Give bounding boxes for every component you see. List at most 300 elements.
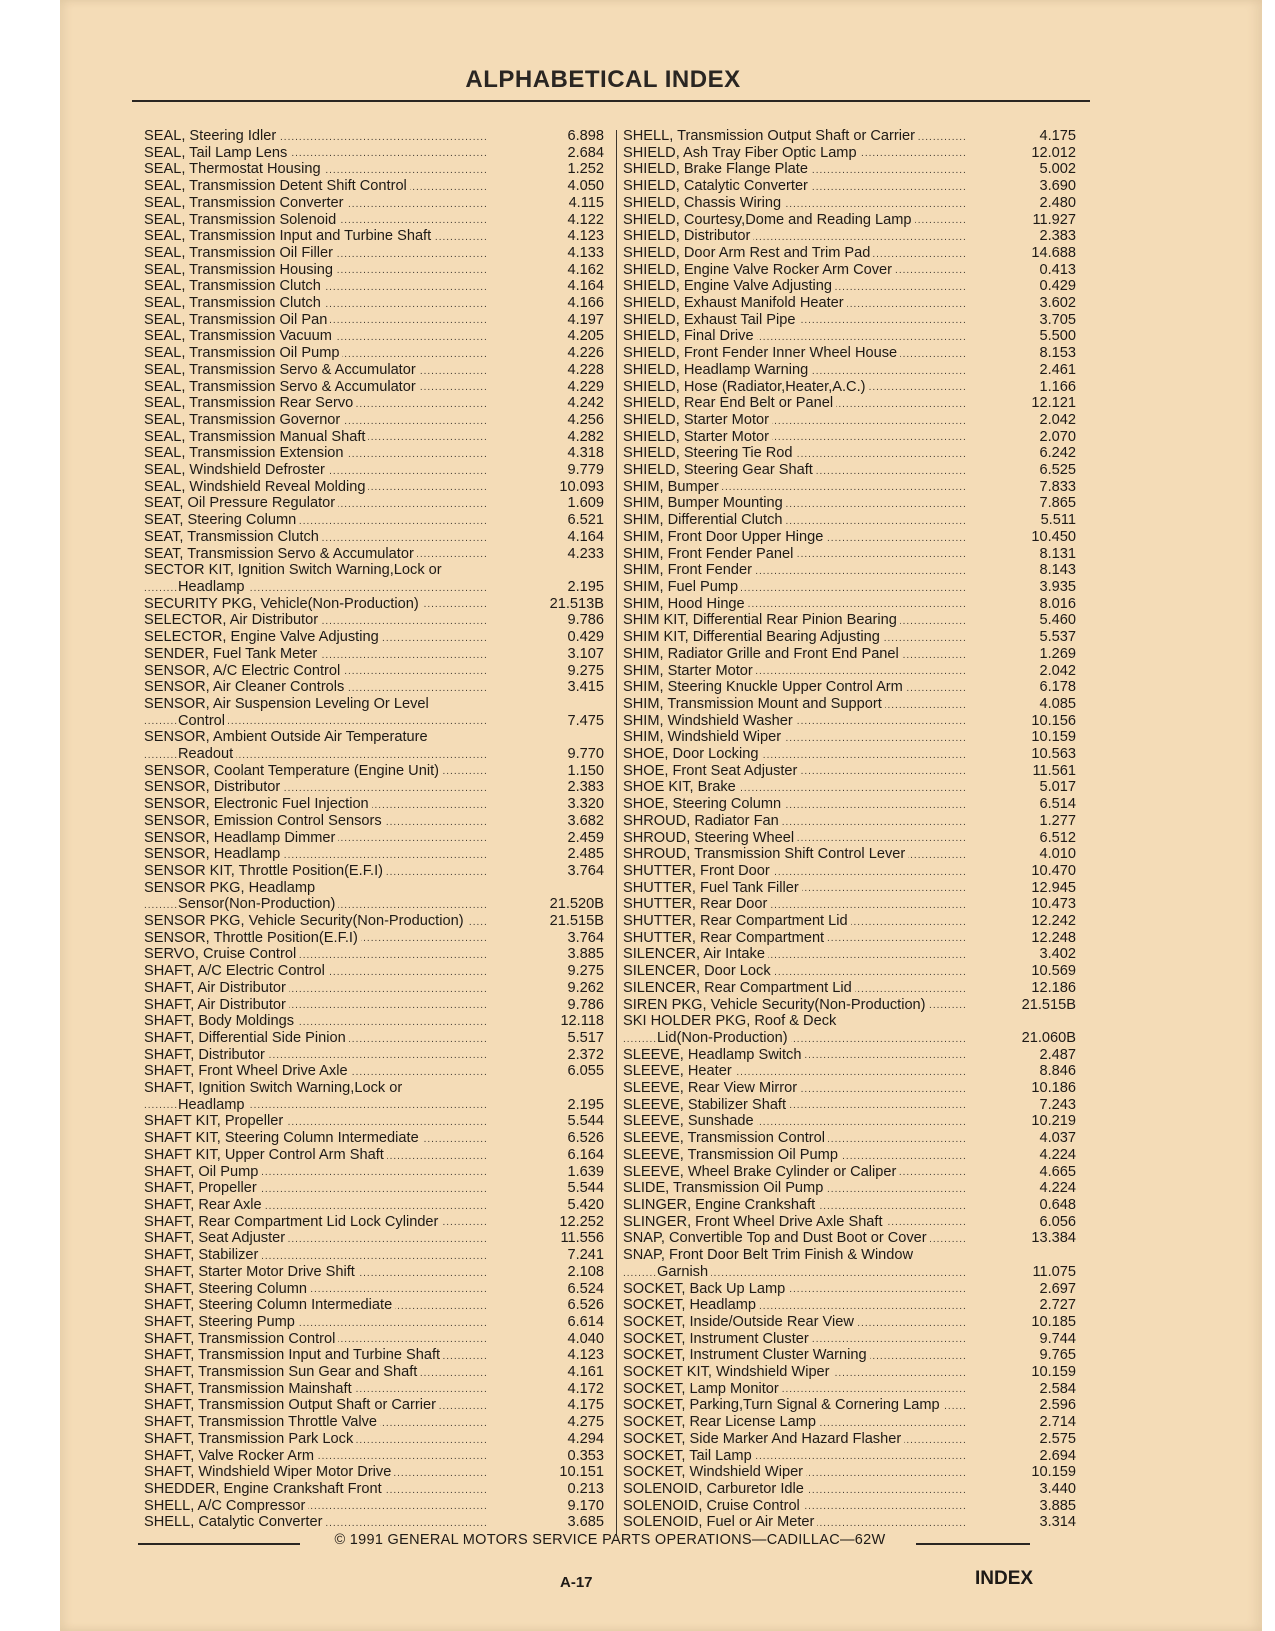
entry-label [144, 646, 486, 663]
index-entry [144, 1431, 604, 1448]
entry-label-continuation: Garnish [657, 1264, 711, 1280]
entry-page-ref: 10.159 [1031, 1364, 1076, 1381]
index-entry [623, 612, 1078, 629]
page-title: ALPHABETICAL INDEX [465, 66, 741, 93]
index-entry [623, 1180, 1078, 1197]
entry-label-text: SHAFT, Transmission Sun Gear and Shaft [144, 1364, 420, 1380]
entry-label [623, 328, 965, 345]
entry-label [623, 1431, 965, 1448]
index-entry [623, 1281, 1078, 1298]
entry-page-ref: 8.131 [1039, 545, 1076, 562]
entry-label-text: SEAL, Transmission Servo & Accumulator [144, 362, 419, 378]
entry-label-text: SLEEVE, Transmission Control [623, 1130, 828, 1146]
index-entry [144, 1013, 604, 1030]
entry-label-text: SENSOR, Air Cleaner Controls [144, 679, 347, 695]
entry-label [144, 830, 486, 847]
index-entry [144, 145, 604, 162]
entry-label-text: SHIELD, Distributor [623, 228, 753, 244]
entry-label-text: SHIM, Windshield Washer [623, 713, 796, 729]
entry-label [623, 1364, 965, 1381]
entry-label [623, 128, 965, 145]
index-entry [144, 1214, 604, 1231]
index-entry [623, 930, 1078, 947]
index-entry [623, 713, 1078, 730]
entry-label-text: SENSOR, A/C Electric Control [144, 663, 343, 679]
entry-page-ref: 4.665 [1039, 1163, 1076, 1180]
entry-label-text: SHAFT KIT, Propeller [144, 1113, 286, 1129]
entry-label-text: SHUTTER, Rear Door [623, 896, 770, 912]
index-entry [623, 395, 1078, 412]
entry-label-text: SEAL, Tail Lamp Lens [144, 145, 290, 161]
entry-page-ref: 9.170 [567, 1497, 604, 1514]
entry-page-ref: 4.205 [567, 328, 604, 345]
entry-label [144, 1431, 486, 1448]
entry-label [144, 763, 486, 780]
index-entry [623, 1297, 1078, 1314]
index-entry [144, 529, 604, 546]
entry-label-text: SHEDDER, Engine Crankshaft Front [144, 1481, 385, 1497]
entry-page-ref: 3.415 [567, 679, 604, 696]
index-entry [144, 495, 604, 512]
entry-label-text: SENSOR, Electronic Fuel Injection [144, 796, 372, 812]
index-entry [144, 913, 604, 930]
index-entry [144, 997, 604, 1014]
index-entry [623, 1063, 1078, 1080]
entry-label-text: SHELL, Catalytic Converter [144, 1514, 325, 1530]
index-entry [144, 362, 604, 379]
entry-label [144, 930, 486, 947]
entry-page-ref: 4.040 [567, 1330, 604, 1347]
entry-label-text: SEAL, Transmission Clutch [144, 278, 324, 294]
index-entry [623, 629, 1078, 646]
index-entry [623, 846, 1078, 863]
index-entry [144, 295, 604, 312]
index-entry [144, 779, 604, 796]
index-entry [144, 178, 604, 195]
entry-page-ref: 3.314 [1039, 1514, 1076, 1531]
entry-page-ref: 3.602 [1039, 295, 1076, 312]
index-entry [144, 1381, 604, 1398]
entry-label [623, 779, 965, 796]
index-entry [623, 412, 1078, 429]
entry-label-text: SENSOR, Distributor [144, 779, 283, 795]
index-entry [623, 913, 1078, 930]
entry-page-ref: 4.115 [568, 194, 604, 211]
entry-page-ref: 10.159 [1031, 1464, 1076, 1481]
entry-page-ref: 6.526 [567, 1297, 604, 1314]
entry-label-text: SHIM, Front Door Upper Hinge [623, 529, 826, 545]
entry-label [144, 880, 486, 913]
index-entry [623, 729, 1078, 746]
index-entry [623, 796, 1078, 813]
entry-label [623, 1297, 965, 1314]
index-entry [144, 1264, 604, 1281]
index-entry [144, 312, 604, 329]
entry-label [623, 1247, 965, 1280]
entry-page-ref: 1.252 [567, 161, 604, 178]
right-index-column [623, 128, 1078, 1531]
entry-label [144, 245, 486, 262]
entry-label-text: SECTOR KIT, Ignition Switch Warning,Lock or [144, 562, 445, 578]
entry-page-ref: 0.429 [567, 629, 604, 646]
entry-label [623, 980, 965, 997]
index-entry [623, 345, 1078, 362]
entry-label-text: SHIELD, Steering Tie Rod [623, 445, 796, 461]
entry-label [144, 1448, 486, 1465]
index-entry [623, 646, 1078, 663]
entry-label [144, 1397, 486, 1414]
entry-page-ref: 2.383 [567, 779, 604, 796]
index-entry [623, 362, 1078, 379]
index-entry [144, 512, 604, 529]
entry-page-ref: 10.151 [559, 1464, 604, 1481]
entry-page-ref: 10.569 [1031, 963, 1076, 980]
index-entry [144, 763, 604, 780]
entry-label-text: SHIELD, Chassis Wiring [623, 195, 784, 211]
entry-label [144, 1464, 486, 1481]
index-entry [144, 1164, 604, 1181]
entry-page-ref: 0.429 [1039, 278, 1076, 295]
entry-label-text: SHAFT, Ignition Switch Warning,Lock or [144, 1080, 405, 1096]
index-entry [144, 412, 604, 429]
entry-label [144, 479, 486, 496]
entry-label [623, 1381, 965, 1398]
entry-label-text: SHELL, A/C Compressor [144, 1498, 308, 1514]
entry-page-ref: 0.648 [1039, 1197, 1076, 1213]
entry-label [144, 362, 486, 379]
index-entry [623, 145, 1078, 162]
entry-label [623, 345, 965, 362]
entry-label [144, 1498, 486, 1515]
entry-label [623, 1147, 965, 1164]
entry-label [144, 1381, 486, 1398]
entry-page-ref: 5.500 [1039, 328, 1076, 345]
entry-label-text: SOCKET, Windshield Wiper [623, 1464, 806, 1480]
entry-label-text: SHIM, Transmission Mount and Support [623, 696, 885, 712]
entry-page-ref: 13.384 [1031, 1230, 1076, 1247]
entry-page-ref: 4.318 [567, 445, 604, 462]
entry-page-ref: 4.164 [567, 278, 604, 295]
entry-label [144, 228, 486, 245]
index-entry [623, 663, 1078, 680]
entry-page-ref: 6.178 [1039, 679, 1076, 696]
index-entry [623, 1097, 1078, 1114]
index-entry [144, 278, 604, 295]
entry-label-text: SILENCER, Door Lock [623, 963, 774, 979]
entry-label-text: SENSOR, Throttle Position(E.F.I) [144, 930, 361, 946]
entry-label [144, 1314, 486, 1331]
entry-label-text: SHIELD, Starter Motor [623, 412, 772, 428]
entry-label-text: SHIM, Radiator Grille and Front End Panel [623, 646, 902, 662]
entry-label-text: SELECTOR, Air Distributor [144, 612, 321, 628]
entry-page-ref: 2.459 [567, 829, 604, 846]
entry-page-ref: 3.705 [1039, 311, 1076, 328]
entry-label-text: SHAFT, Steering Column [144, 1281, 310, 1297]
entry-label [144, 312, 486, 329]
index-entry [144, 596, 604, 613]
entry-label [144, 629, 486, 646]
entry-page-ref: 6.898 [567, 128, 604, 144]
entry-label [144, 1514, 486, 1531]
index-entry [623, 1381, 1078, 1398]
entry-page-ref: 10.473 [1031, 896, 1076, 913]
entry-page-ref: 1.166 [1039, 378, 1076, 395]
index-entry [623, 1414, 1078, 1431]
entry-label-text: SENSOR, Coolant Temperature (Engine Unit) [144, 763, 442, 779]
entry-label [623, 846, 965, 863]
entry-label [144, 195, 486, 212]
entry-label [623, 1498, 965, 1515]
entry-label-text: SEAT, Oil Pressure Regulator [144, 495, 338, 511]
entry-label [144, 1331, 486, 1348]
entry-label-text: SOCKET, Lamp Monitor [623, 1381, 782, 1397]
entry-label-text: SHOE, Front Seat Adjuster [623, 763, 800, 779]
entry-label [144, 679, 486, 696]
index-entry [623, 1314, 1078, 1331]
index-entry [623, 562, 1078, 579]
title-rule [132, 100, 1090, 102]
entry-page-ref: 3.690 [1039, 178, 1076, 195]
entry-page-ref: 4.161 [567, 1364, 604, 1381]
index-entry [144, 328, 604, 345]
entry-label-text: SLEEVE, Wheel Brake Cylinder or Caliper [623, 1164, 899, 1180]
entry-label-text: SHAFT, Valve Rocker Arm [144, 1448, 317, 1464]
entry-label [623, 295, 965, 312]
entry-page-ref: 5.544 [567, 1113, 604, 1130]
entry-page-ref: 2.480 [1039, 194, 1076, 211]
entry-page-ref: 4.037 [1039, 1130, 1076, 1147]
entry-page-ref: 6.525 [1039, 462, 1076, 479]
entry-label [144, 946, 486, 963]
entry-label [144, 1297, 486, 1314]
entry-label [623, 930, 965, 947]
entry-label-text: SHAFT, Transmission Park Lock [144, 1431, 356, 1447]
entry-label [144, 980, 486, 997]
entry-page-ref: 9.786 [567, 612, 604, 629]
entry-label-text: SHAFT, Transmission Throttle Valve [144, 1414, 380, 1430]
entry-label-text: SHAFT, Seat Adjuster [144, 1230, 288, 1246]
entry-label-text: SEAL, Transmission Servo & Accumulator [144, 379, 419, 395]
index-entry [623, 830, 1078, 847]
entry-label-text: SOCKET, Side Marker And Hazard Flasher [623, 1431, 904, 1447]
entry-label-text: SEAL, Windshield Defroster [144, 462, 328, 478]
entry-page-ref: 10.186 [1031, 1080, 1076, 1097]
entry-label [144, 997, 486, 1014]
index-entry [623, 896, 1078, 913]
index-entry [144, 345, 604, 362]
index-entry [144, 646, 604, 663]
index-entry [144, 813, 604, 830]
entry-page-ref: 9.744 [1039, 1330, 1076, 1347]
index-entry [623, 1230, 1078, 1247]
index-entry [144, 679, 604, 696]
entry-page-ref: 3.764 [567, 862, 604, 879]
entry-label-text: SHIM, Hood Hinge [623, 596, 748, 612]
entry-label [623, 1097, 965, 1114]
entry-label [144, 512, 486, 529]
index-entry [144, 830, 604, 847]
entry-page-ref: 10.093 [559, 478, 604, 495]
index-entry [144, 863, 604, 880]
index-entry [623, 1164, 1078, 1181]
entry-page-ref: 12.121 [1031, 395, 1076, 412]
entry-page-ref: 2.461 [1039, 361, 1076, 378]
index-entry [623, 696, 1078, 713]
entry-page-ref: 4.229 [567, 378, 604, 395]
entry-label-text: SEAL, Transmission Oil Filler [144, 245, 336, 261]
entry-label [144, 1063, 486, 1080]
index-entry [623, 128, 1078, 145]
index-entry [144, 1247, 604, 1264]
entry-label-text: SEAL, Transmission Oil Pan [144, 312, 330, 328]
entry-page-ref: 4.123 [567, 1347, 604, 1364]
entry-label-text: SHIM, Windshield Wiper [623, 729, 784, 745]
entry-label [623, 445, 965, 462]
index-entry [623, 1481, 1078, 1498]
index-entry [144, 1130, 604, 1147]
entry-page-ref: 3.107 [567, 645, 604, 662]
index-entry [623, 1514, 1078, 1531]
index-entry [144, 729, 604, 762]
index-entry [623, 1197, 1078, 1214]
index-entry [623, 1247, 1078, 1280]
entry-page-ref: 10.185 [1031, 1313, 1076, 1330]
entry-label-text: SHAFT, Transmission Control [144, 1331, 338, 1347]
entry-label [623, 696, 965, 713]
entry-label-text: SLINGER, Front Wheel Drive Axle Shaft [623, 1214, 886, 1230]
entry-page-ref: 6.512 [1039, 829, 1076, 846]
index-entry [144, 846, 604, 863]
entry-label-text: SHIELD, Steering Gear Shaft [623, 462, 816, 478]
entry-page-ref: 8.016 [1039, 595, 1076, 612]
entry-label-text: SENSOR, Air Suspension Leveling Or Level [144, 696, 432, 712]
index-entry [623, 1498, 1078, 1515]
entry-label [623, 1347, 965, 1364]
entry-label [623, 863, 965, 880]
entry-page-ref: 4.275 [567, 1414, 604, 1431]
entry-label [623, 1197, 965, 1214]
entry-label-text: SOLENOID, Cruise Control [623, 1498, 803, 1514]
entry-label [144, 1047, 486, 1064]
entry-label-text: SHROUD, Steering Wheel [623, 830, 797, 846]
index-entry [144, 429, 604, 446]
index-entry [144, 1464, 604, 1481]
entry-label-text: SHAFT, Transmission Output Shaft or Carrier [144, 1397, 439, 1413]
index-entry [144, 629, 604, 646]
entry-label-text: SENSOR, Headlamp Dimmer [144, 830, 338, 846]
entry-page-ref: 1.277 [1039, 812, 1076, 829]
entry-label [144, 495, 486, 512]
entry-label [623, 379, 965, 396]
entry-page-ref: 12.118 [560, 1013, 604, 1030]
entry-label-text: SEAL, Transmission Solenoid [144, 212, 339, 228]
entry-page-ref: 21.515B [549, 913, 604, 930]
entry-page-ref: 4.294 [567, 1430, 604, 1447]
index-entry [144, 612, 604, 629]
entry-label-text: SEAT, Transmission Servo & Accumulator [144, 546, 417, 562]
entry-page-ref: 0.213 [567, 1480, 604, 1497]
entry-label [623, 679, 965, 696]
entry-label [623, 278, 965, 295]
entry-page-ref: 5.511 [1040, 512, 1076, 529]
entry-page-ref: 4.123 [567, 228, 604, 245]
entry-label-text: SHIELD, Brake Flange Plate [623, 161, 811, 177]
index-entry [623, 328, 1078, 345]
entry-page-ref: 6.514 [1039, 796, 1076, 813]
index-entry [623, 1214, 1078, 1231]
entry-label-text: SHIELD, Engine Valve Rocker Arm Cover [623, 262, 895, 278]
entry-label-text: SLIDE, Transmission Oil Pump [623, 1180, 826, 1196]
index-entry [144, 1297, 604, 1314]
entry-label-text: SEAL, Transmission Converter [144, 195, 347, 211]
entry-label-continuation: Readout [178, 746, 236, 762]
entry-label [144, 546, 486, 563]
entry-page-ref: 2.584 [1039, 1380, 1076, 1397]
entry-page-ref: 5.002 [1039, 161, 1076, 178]
entry-label-text: SEAL, Transmission Governor [144, 412, 343, 428]
entry-label-text: SHAFT, Air Distributor [144, 997, 289, 1013]
entry-page-ref: 9.275 [567, 662, 604, 679]
entry-label-text: SHIM, Front Fender [623, 562, 755, 578]
entry-page-ref: 1.150 [567, 762, 604, 779]
entry-label [144, 729, 486, 762]
entry-label-text: SENSOR, Headlamp [144, 846, 283, 862]
entry-label-text: SHIELD, Courtesy,Dome and Reading Lamp [623, 212, 915, 228]
entry-label-text: SEAT, Transmission Clutch [144, 529, 322, 545]
entry-page-ref: 4.224 [1039, 1146, 1076, 1163]
entry-label-text: SEAL, Thermostat Housing [144, 161, 324, 177]
entry-label [144, 813, 486, 830]
entry-page-ref: 8.153 [1039, 345, 1076, 362]
entry-label [623, 596, 965, 613]
entry-label-text: SLEEVE, Transmission Oil Pump [623, 1147, 841, 1163]
entry-label [623, 1464, 965, 1481]
entry-label [623, 479, 965, 496]
entry-label [144, 663, 486, 680]
entry-label [623, 646, 965, 663]
index-entry [623, 1431, 1078, 1448]
entry-label [623, 1214, 965, 1231]
entry-page-ref: 6.164 [567, 1146, 604, 1163]
entry-label [623, 913, 965, 930]
entry-page-ref: 10.563 [1031, 746, 1076, 763]
entry-page-ref: 4.226 [567, 345, 604, 362]
entry-label-text: SHUTTER, Fuel Tank Filler [623, 880, 802, 896]
index-entry [623, 980, 1078, 997]
entry-label [623, 1063, 965, 1080]
entry-page-ref: 21.520B [549, 896, 604, 913]
entry-page-ref: 1.269 [1039, 645, 1076, 662]
index-entry [623, 863, 1078, 880]
entry-page-ref: 6.242 [1039, 445, 1076, 462]
entry-label-text: SILENCER, Rear Compartment Lid [623, 980, 855, 996]
entry-label [623, 629, 965, 646]
index-entry [144, 1230, 604, 1247]
entry-label-text: SHIM, Starter Motor [623, 663, 756, 679]
entry-label [144, 395, 486, 412]
index-entry [623, 997, 1078, 1014]
left-index-column [144, 128, 604, 1531]
entry-label-text: SLEEVE, Rear View Mirror [623, 1080, 800, 1096]
entry-page-ref: 5.517 [567, 1029, 604, 1046]
entry-label [144, 1281, 486, 1298]
entry-label-text: SEAL, Steering Idler [144, 128, 279, 144]
entry-page-ref: 6.526 [567, 1130, 604, 1147]
entry-label [144, 295, 486, 312]
entry-label-text: SENSOR, Ambient Outside Air Temperature [144, 729, 431, 745]
index-entry [144, 445, 604, 462]
entry-page-ref: 6.055 [567, 1063, 604, 1080]
